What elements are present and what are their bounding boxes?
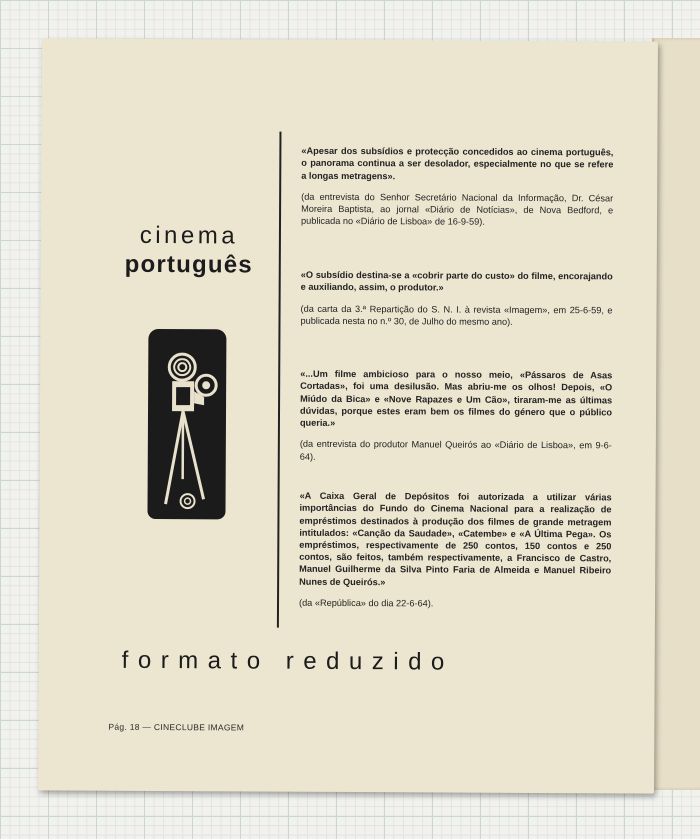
quote-text: «A Caixa Geral de Depósitos foi autorizada a utilizar várias importâncias do Fundo do Cinema Nacional para a realização de empréstimos destinados à produção dos filmes de grande metragem intitulados: «Canção da Saudade», «Catembe» e «A Última Pega». Os empréstimos, respectivamente de 250 contos, 150 contos e 250 contos, são feitos, também respectivamente, a Francisco de Castro, Manuel Guilherme da Silva Pinto Faria de Almeida e Manuel Ribeiro Nunes de Queirós.» <box>299 490 612 587</box>
film-projector-logo <box>147 329 226 519</box>
quote-text: «...Um filme ambicioso para o nosso meio, «Pássaros de Asas Cortadas», foi uma desilusão. Mas abriu-me os olhos! Depois, «O Miúdo da Bica» e «Nove Rapazes e Um Cão», tiraram-me as últimas dúvidas, porque estes eram bem os filmes do género que o público queria.» <box>299 368 613 428</box>
quote-block-1 <box>301 136 614 238</box>
quote-source: (da entrevista do Senhor Secretário Nacional da Informação, Dr. César Moreira Baptista, ao jornal «Diário de Notícias», de Nova Bedford, e publicada no «Diário de Lisboa» de 16-9-59). <box>300 191 614 228</box>
quote-block-2 <box>300 260 612 338</box>
page-footer: Pág. 18 — CINECLUBE IMAGEM <box>108 721 245 733</box>
projector-icon <box>147 329 226 519</box>
page-title-line2: português <box>124 250 253 279</box>
quote-block-4 <box>299 481 612 620</box>
vertical-divider <box>277 132 282 628</box>
section-subtitle: formato reduzido <box>121 646 454 676</box>
quote-block-3 <box>300 359 613 474</box>
page-title-line1: cinema <box>139 221 239 250</box>
quotes-column <box>298 136 614 609</box>
quote-text: «Apesar dos subsídios e protecção concedidos ao cinema português, o panorama continua a ser desolador, especialmente no que se refere a longas metragens». <box>301 145 614 181</box>
quote-source: (da «República» do dia 22-6-64). <box>298 597 434 609</box>
magazine-page <box>38 38 658 793</box>
quote-source: (da carta da 3.ª Repartição do S. N. I. à revista «Imagem», em 25-6-59, e publicada nesta no n.º 30, de Julho do mesmo ano). <box>300 303 613 327</box>
quote-source: (da entrevista do produtor Manuel Queirós ao «Diário de Lisboa», em 9-6-64). <box>299 439 612 462</box>
next-page-edge <box>652 38 700 790</box>
quote-text: «O subsídio destina-se a «cobrir parte do custo» do filme, encorajando e auxiliando, assim, o produtor.» <box>300 269 613 293</box>
